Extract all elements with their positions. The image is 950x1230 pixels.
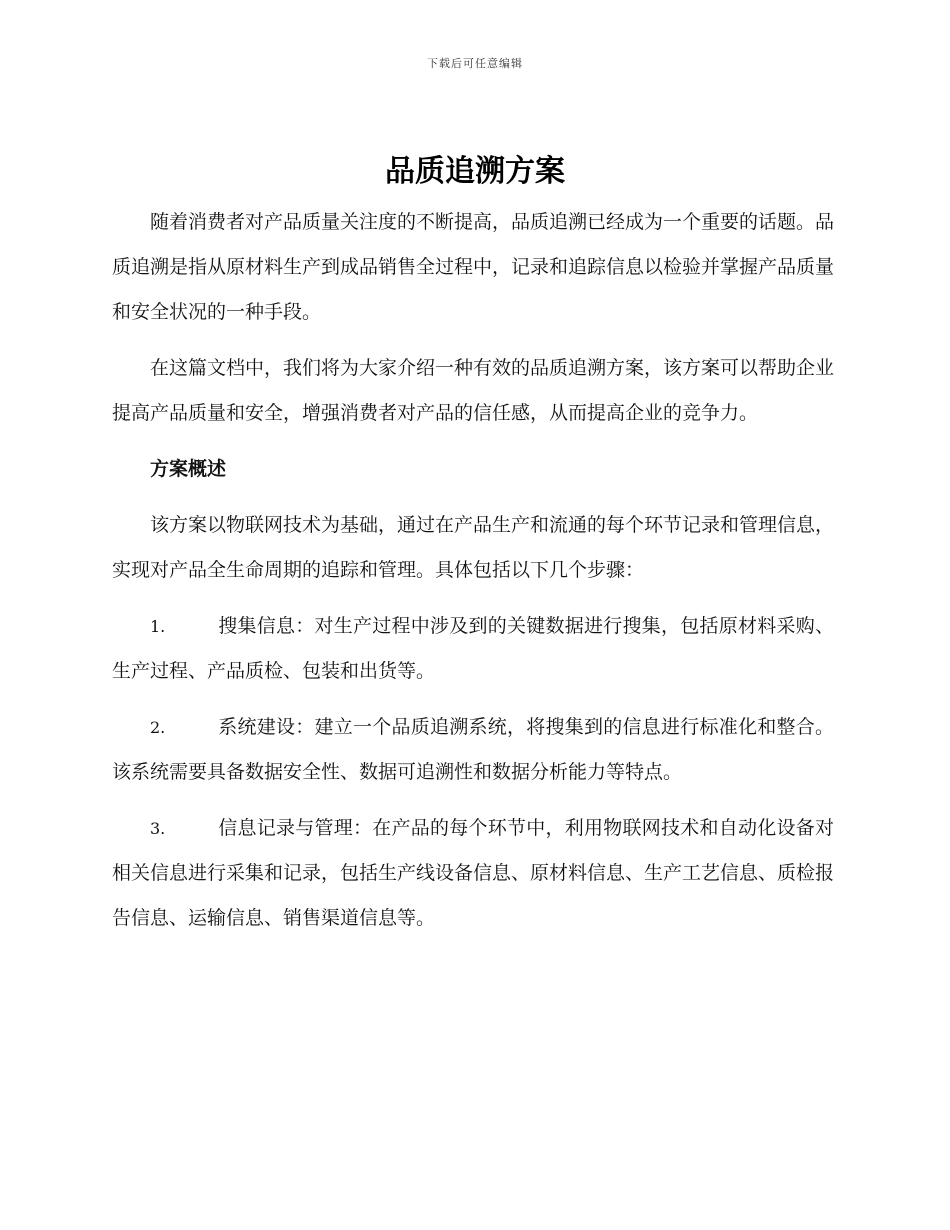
list-number: 3. — [150, 819, 166, 838]
section-lead-paragraph: 该方案以物联网技术为基础，通过在产品生产和流通的每个环节记录和管理信息，实现对产品全生命周期的追踪和管理。具体包括以下几个步骤： — [112, 514, 835, 581]
list-item-step-1 — [112, 604, 834, 694]
document-body — [112, 200, 834, 952]
list-item-step-3 — [112, 806, 834, 941]
intro-paragraph-1: 随着消费者对产品质量关注度的不断提高，品质追溯已经成为一个重要的话题。品质追溯是指从原材料生产到成品销售全过程中，记录和追踪信息以检验并掌握产品质量和安全状况的一种手段。 — [112, 211, 835, 323]
intro-paragraph-2: 在这篇文档中，我们将为大家介绍一种有效的品质追溯方案，该方案可以帮助企业提高产品质量和安全，增强消费者对产品的信任感，从而提高企业的竞争力。 — [112, 357, 835, 424]
list-item-text: 系统建设：建立一个品质追溯系统，将搜集到的信息进行标准化和整合。该系统需要具备数据安全性、数据可追溯性和数据分析能力等特点。 — [112, 716, 834, 783]
list-item-text: 搜集信息：对生产过程中涉及到的关键数据进行搜集，包括原材料采购、生产过程、产品质检、包装和出货等。 — [112, 615, 834, 682]
section-heading: 方案概述 — [150, 458, 227, 480]
document-title: 品质追溯方案 — [385, 154, 565, 189]
list-number: 2. — [150, 718, 166, 737]
list-item-step-2 — [112, 705, 834, 795]
list-item-text: 信息记录与管理：在产品的每个环节中，利用物联网技术和自动化设备对相关信息进行采集和记录，包括生产线设备信息、原材料信息、生产工艺信息、质检报告信息、运输信息、销售渠道信息等。 — [112, 817, 835, 929]
header-note: 下载后可任意编辑 — [427, 57, 523, 70]
list-number: 1. — [150, 617, 166, 636]
